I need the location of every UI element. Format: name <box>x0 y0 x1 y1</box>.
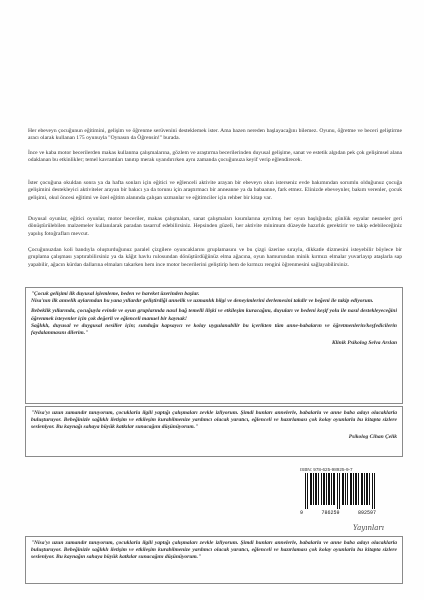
isbn-block <box>300 467 395 516</box>
game-sections-paragraph: Duyusal oyunlar, eğitici oyunlar, motor beceriler, makas çalışmaları, sanat çalışmaları kısımlarına ayrılmış her oyun başlığında; günlük eşyalar nesneler geri dönüştürülebilen malzemeler kullanılarak paradan tasarruf edebilirsiniz. Hepsinden güzeli, her aktivite minimum düzeyde hazırlık gerektirir ve takip edebileceğiniz yapılış fotoğrafları mevcut. <box>28 216 402 237</box>
example-activity-paragraph: Çocuğunuzdan koli bandıyla oluşturduğunuz paralel çizgilere oyuncaklarını gruplamasını ve bu çizgi üzerine sırayla, dikkatle dizmesini isteyebilir böylece bir gruplama çalışması yaptırabilirsiniz ya da kâğıt havlu rulosundan dönüştürdüğünüz elma ağacına, oyun hamurundan minik kırmızı elmalar yuvarlayıp ataşlarla sap yapabilir, ağacın kürdan dallarına elmaları takarken hem ince motor becerilerini geliştirip hem de kırmızı rengini öğrenmesini sağlayabilirsiniz. <box>28 247 402 268</box>
motor-skills-paragraph: İnce ve kaba motor becerilerden makas kullanma çalışmalarına, gözlem ve araştırma becerilerinden duyusal gelişime, sanat ve estetik algıdan pek çok gelişimsel alana odaklanan bu etkinlikler; temel kavramları tanıtıp merak uyandırırken aynı zamanda çocuğunuza keyif verip eğlendirecek. <box>28 150 402 164</box>
barcode-digit-group2: 892597 <box>357 510 376 516</box>
quote3-text: "Nisa'yı uzun zamandır tanıyorum, çocuklarla ilgili yaptığı çalışmaları zevkle izliyorum. Şimdi bunları annelerle, babalarla ve anne baba adayı olacaklarla buluşturuyor. Bebeğinizle sağlıklı iletişim ve etkileşim kurabilmenize yardımcı olacak yaratıcı, eğlenceli ve hazırlaması çok kolay oyunlarla bu kitapta sizlere sesleniyor. Bu kaynağın sahaya büyük katkılar sunacağını düşünüyorum." <box>31 540 397 561</box>
quote1-line2: Nisa'nın ilk annelik aylarından bu yana yıllardır geliştirdiği annelik ve uzmanlık bilgi ve deneyimlerini derlemesini takdir ve beğeni ile takip ediyorum. <box>31 298 374 305</box>
barcode-digit-group1: 786259 <box>321 510 340 516</box>
quote1-line1: "Çocuk gelişimi ilk duyusal işlemleme, beden ve hareket üzerinden başlar. <box>31 291 200 297</box>
quote1-line3: Bebeklik yıllarında, çocuğuyla evinde ve oyun gruplarında nasıl bağ temelli ilişki ve etkileşim kuracağını, duyuları ve bedeni keşif yolu ile nasıl destekleyeceğini öğrenmek isteyenler için çok değerli ve eğlenceli manuel bir kaynak! <box>31 308 397 322</box>
quote-box-selva-arslan <box>25 287 403 404</box>
audience-paragraph: İster çocuğuna okuldan sonra ya da hafta sonları için eğitici ve eğlenceli aktivite arayan bir ebeveyn olun isterseniz evde bakımından sorumlu olduğunuz çocuğa gelişimini destekleyici aktiviteler arayan bir bakıcı ya da torunu için araştırmacı bir anneanne ya da babaanne, fark etmez. Elinizde ebeveynler, bakım verenler, çocuk gelişimi, okul öncesi eğitimi ve özel eğitim alanında çalışan uzmanlar ve eğitimciler için rehber bir kitap var. <box>28 180 402 201</box>
barcode-digits <box>300 510 376 516</box>
intro-paragraph: Her ebeveyn çocuğunun eğitimini, gelişim ve öğrenme serüvenini desteklemek ister. Ama bazen nereden başlayacağını bilemez. Oyunu, öğretme ve beceri geliştirme aracı olarak kullanan 175 oyunuyla "Oynasın da Öğrensin!" burada. <box>28 128 402 142</box>
quote-box-cihan-celik <box>25 406 403 457</box>
quote1-line4: Sağlıklı, duyusal ve duygusal nesiller için; sunduğu kapsayıcı ve kolay uygulanabilir bu içerikten tüm anne-babaların ve öğretmenlerin/keşfedicilerin faydalanmasını dilerim." <box>31 322 397 337</box>
isbn-label: ISBN: 978-625-98925-9-7 <box>300 467 353 472</box>
quote1-signature: Klinik Psikolog Selva Arslan <box>331 340 397 347</box>
barcode-digit-first: 9 <box>300 510 304 516</box>
publisher-logo: Yayınları <box>353 524 384 532</box>
quote2-signature: Psikolog Cihan Çelik <box>348 433 397 440</box>
quote2-text: "Nisa'yı uzun zamandır tanıyorum, çocuklarla ilgili yaptığı çalışmaları zevkle izliyorum. Şimdi bunları annelerle, babalarla ve anne baba adayı olacaklarla buluşturuyor. Bebeğinizle sağlıklı iletişim ve etkileşim kurabilmenize yardımcı olacak yaratıcı, eğlenceli ve hazırlaması çok kolay oyunlarla bu kitapta sizlere sesleniyor. Bu kaynağı sahaya büyük katkılar sunacağını düşünüyorum." <box>31 410 397 431</box>
barcode-icon <box>300 473 380 509</box>
quote-box-bottom <box>25 536 403 584</box>
